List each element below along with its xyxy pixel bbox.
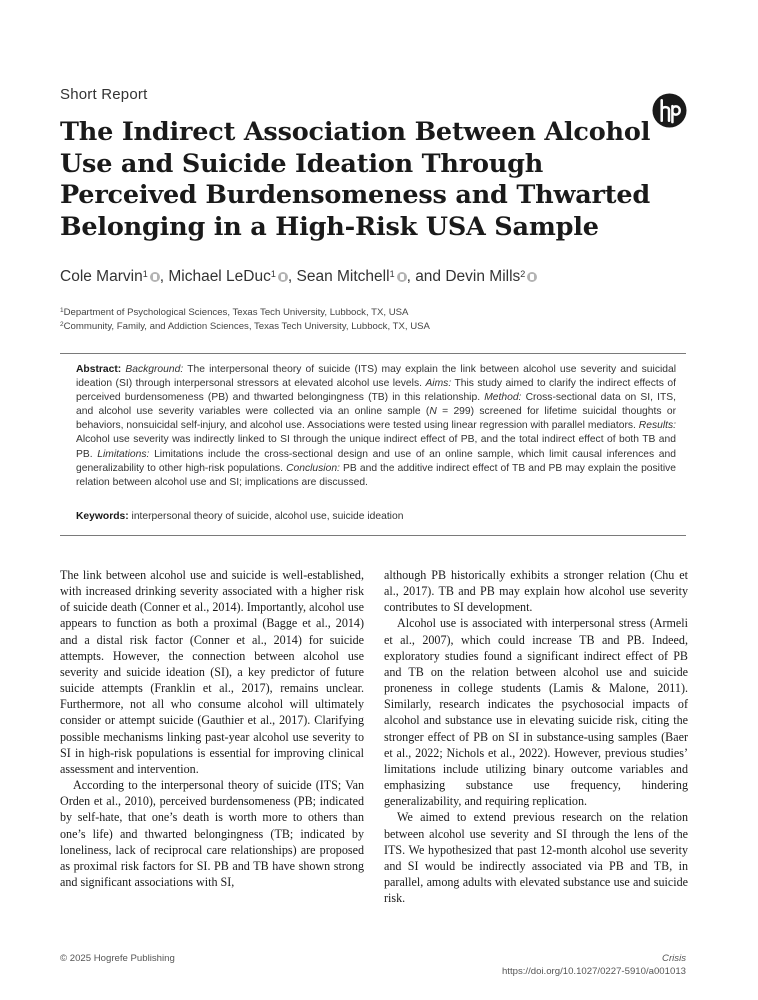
affiliation-marker: 1: [270, 269, 276, 279]
orcid-icon[interactable]: [150, 272, 160, 282]
conclusion-label: Conclusion:: [286, 462, 340, 474]
results-text: Alcohol use severity was indirectly linked to SI through the unique indirect effect of PB, and the total indirect effect of both TB and PB.: [76, 434, 676, 460]
limitations-text: Limitations include the cross-sectional design and use of an online sample, which limit causal inferences and generalizability to other high-risk populations.: [76, 448, 676, 474]
author-name[interactable]: Devin Mills: [445, 268, 521, 285]
limitations-label: Limitations:: [97, 448, 150, 460]
affiliation-text: Community, Family, and Addiction Sciences, Texas Tech University, Lubbock, TX, USA: [63, 321, 430, 332]
doi-link[interactable]: https://doi.org/10.1027/0227-5910/a001013: [501, 966, 686, 977]
body-paragraph: Alcohol use is associated with interpersonal stress (Armeli et al., 2007), which could increase TB and PB. Indeed, exploratory studies found a significant indirect effect of PB and TB on the relation between alcohol use and suicide proneness in college students (Lamis & Malone, 2011). Similarly, research indicates the psychosocial impacts of alcohol and substance use in elevating suicide risk, citing the stronger effect of PB on SI in substance-using samples (Baer et al., 2022; Nichols et al., 2022). However, previous studies’ limitations include utilizing binary outcome variables and emphasizing substance use frequency, hindering generalizability, and requiring replication.: [384, 616, 688, 809]
orcid-icon[interactable]: [397, 272, 407, 282]
affiliation-marker: 1: [60, 307, 64, 314]
affiliation-marker: 1: [142, 269, 148, 279]
orcid-icon[interactable]: [278, 272, 288, 282]
affiliation-2: [60, 321, 430, 332]
affiliation-marker: 2: [60, 321, 64, 328]
abstract: [76, 363, 676, 490]
affiliation-marker: 1: [389, 269, 395, 279]
body-column-left: [60, 567, 364, 890]
keywords-text: interpersonal theory of suicide, alcohol use, suicide ideation: [131, 511, 404, 522]
affiliation-text: Department of Psychological Sciences, Texas Tech University, Lubbock, TX, USA: [63, 307, 409, 318]
author-separator: ,: [159, 268, 169, 285]
abstract-top-divider: [60, 353, 686, 354]
article-type-label: Short Report: [60, 86, 148, 103]
body-paragraph: although PB historically exhibits a stronger relation (Chu et al., 2017). TB and PB may explain how alcohol use severity contributes to SI development.: [384, 568, 688, 615]
orcid-icon[interactable]: [527, 272, 537, 282]
author-separator: ,: [287, 268, 297, 285]
background-text: The interpersonal theory of suicide (ITS) may explain the link between alcohol use severity and suicidal ideation (SI) through interpersonal stressors at elevated alcohol use levels.: [76, 364, 676, 390]
abstract-bottom-divider: [60, 535, 686, 536]
background-label: Background:: [125, 364, 184, 375]
aims-label: Aims:: [425, 378, 452, 390]
body-column-right: [384, 567, 688, 906]
method-text-continued: = 299) screened for lifetime suicidal thoughts or behaviors, nonsuicidal self-injury, and alcohol use. Associations were tested using linear regression with parallel mediators.: [76, 406, 677, 432]
affiliation-1: [60, 307, 408, 318]
author-name[interactable]: Sean Mitchell: [296, 268, 390, 285]
results-label: Results:: [638, 420, 676, 432]
body-paragraph: The link between alcohol use and suicide is well-established, with increased drinking severity associated with a higher risk of suicide death (Conner et al., 2014). Importantly, alcohol use appears to function as both a proximal (Bagge et al., 2014) and a distal risk factor (Conner et al., 2014) for suicide attempts. However, the connection between alcohol use severity and suicide ideation (SI), a key predictor of future suicide attempts (Franklin et al., 2017), remains unclear. Furthermore, not all who consume alcohol will ultimately consider or attempt suicide (Gauthier et al., 2017). Clarifying possible mechanisms linking past-year alcohol use severity to SI in high-risk populations is essential for improving clinical assessment and intervention.: [60, 568, 364, 776]
copyright-notice: © 2025 Hogrefe Publishing: [60, 953, 175, 964]
method-text: Cross-sectional data on SI, ITS, and alcohol use severity variables were collected via an online sample (: [76, 392, 676, 418]
article-title: The Indirect Association Between Alcohol Use and Suicide Ideation Through Perceived Burdensomeness and Thwarted Belonging in a High-Risk USA Sample: [60, 117, 651, 242]
author-name[interactable]: Cole Marvin: [60, 268, 143, 285]
conclusion-text: PB and the additive indirect effect of TB and PB may explain the positive relation between alcohol use and SI; implications are discussed.: [76, 462, 676, 488]
body-paragraph: According to the interpersonal theory of suicide (ITS; Van Orden et al., 2010), perceived burdensomeness (PB; indicated by self-hate, that one’s death is worth more to others than one’s life) and thwarted belongingness (TB; indicated by loneliness, lack of reciprocal care relationships) are proposed as proximal risk factors for SI. PB and TB have shown strong and significant associations with SI,: [60, 778, 364, 889]
body-paragraph: We aimed to extend previous research on the relation between alcohol use severity and SI through the lens of the ITS. We hypothesized that past 12-month alcohol use severity and SI would be indirectly associated via PB and TB, in parallel, among adults with elevated substance use and suicide risk.: [384, 810, 688, 906]
journal-name: Crisis: [662, 953, 686, 964]
sample-size-symbol: N: [429, 406, 437, 418]
author-name[interactable]: Michael LeDuc: [168, 268, 271, 285]
author-list: [60, 268, 537, 286]
method-label: Method:: [484, 392, 522, 404]
aims-text: This study aimed to clarify the indirect effects of perceived burdensomeness (PB) and thwarted belongingness (TB) in this relationship.: [76, 378, 676, 404]
keywords: [76, 511, 403, 522]
abstract-label: Abstract:: [76, 364, 122, 375]
affiliation-marker: 2: [520, 269, 526, 279]
author-separator: , and: [406, 268, 446, 285]
keywords-label: Keywords:: [76, 511, 129, 522]
